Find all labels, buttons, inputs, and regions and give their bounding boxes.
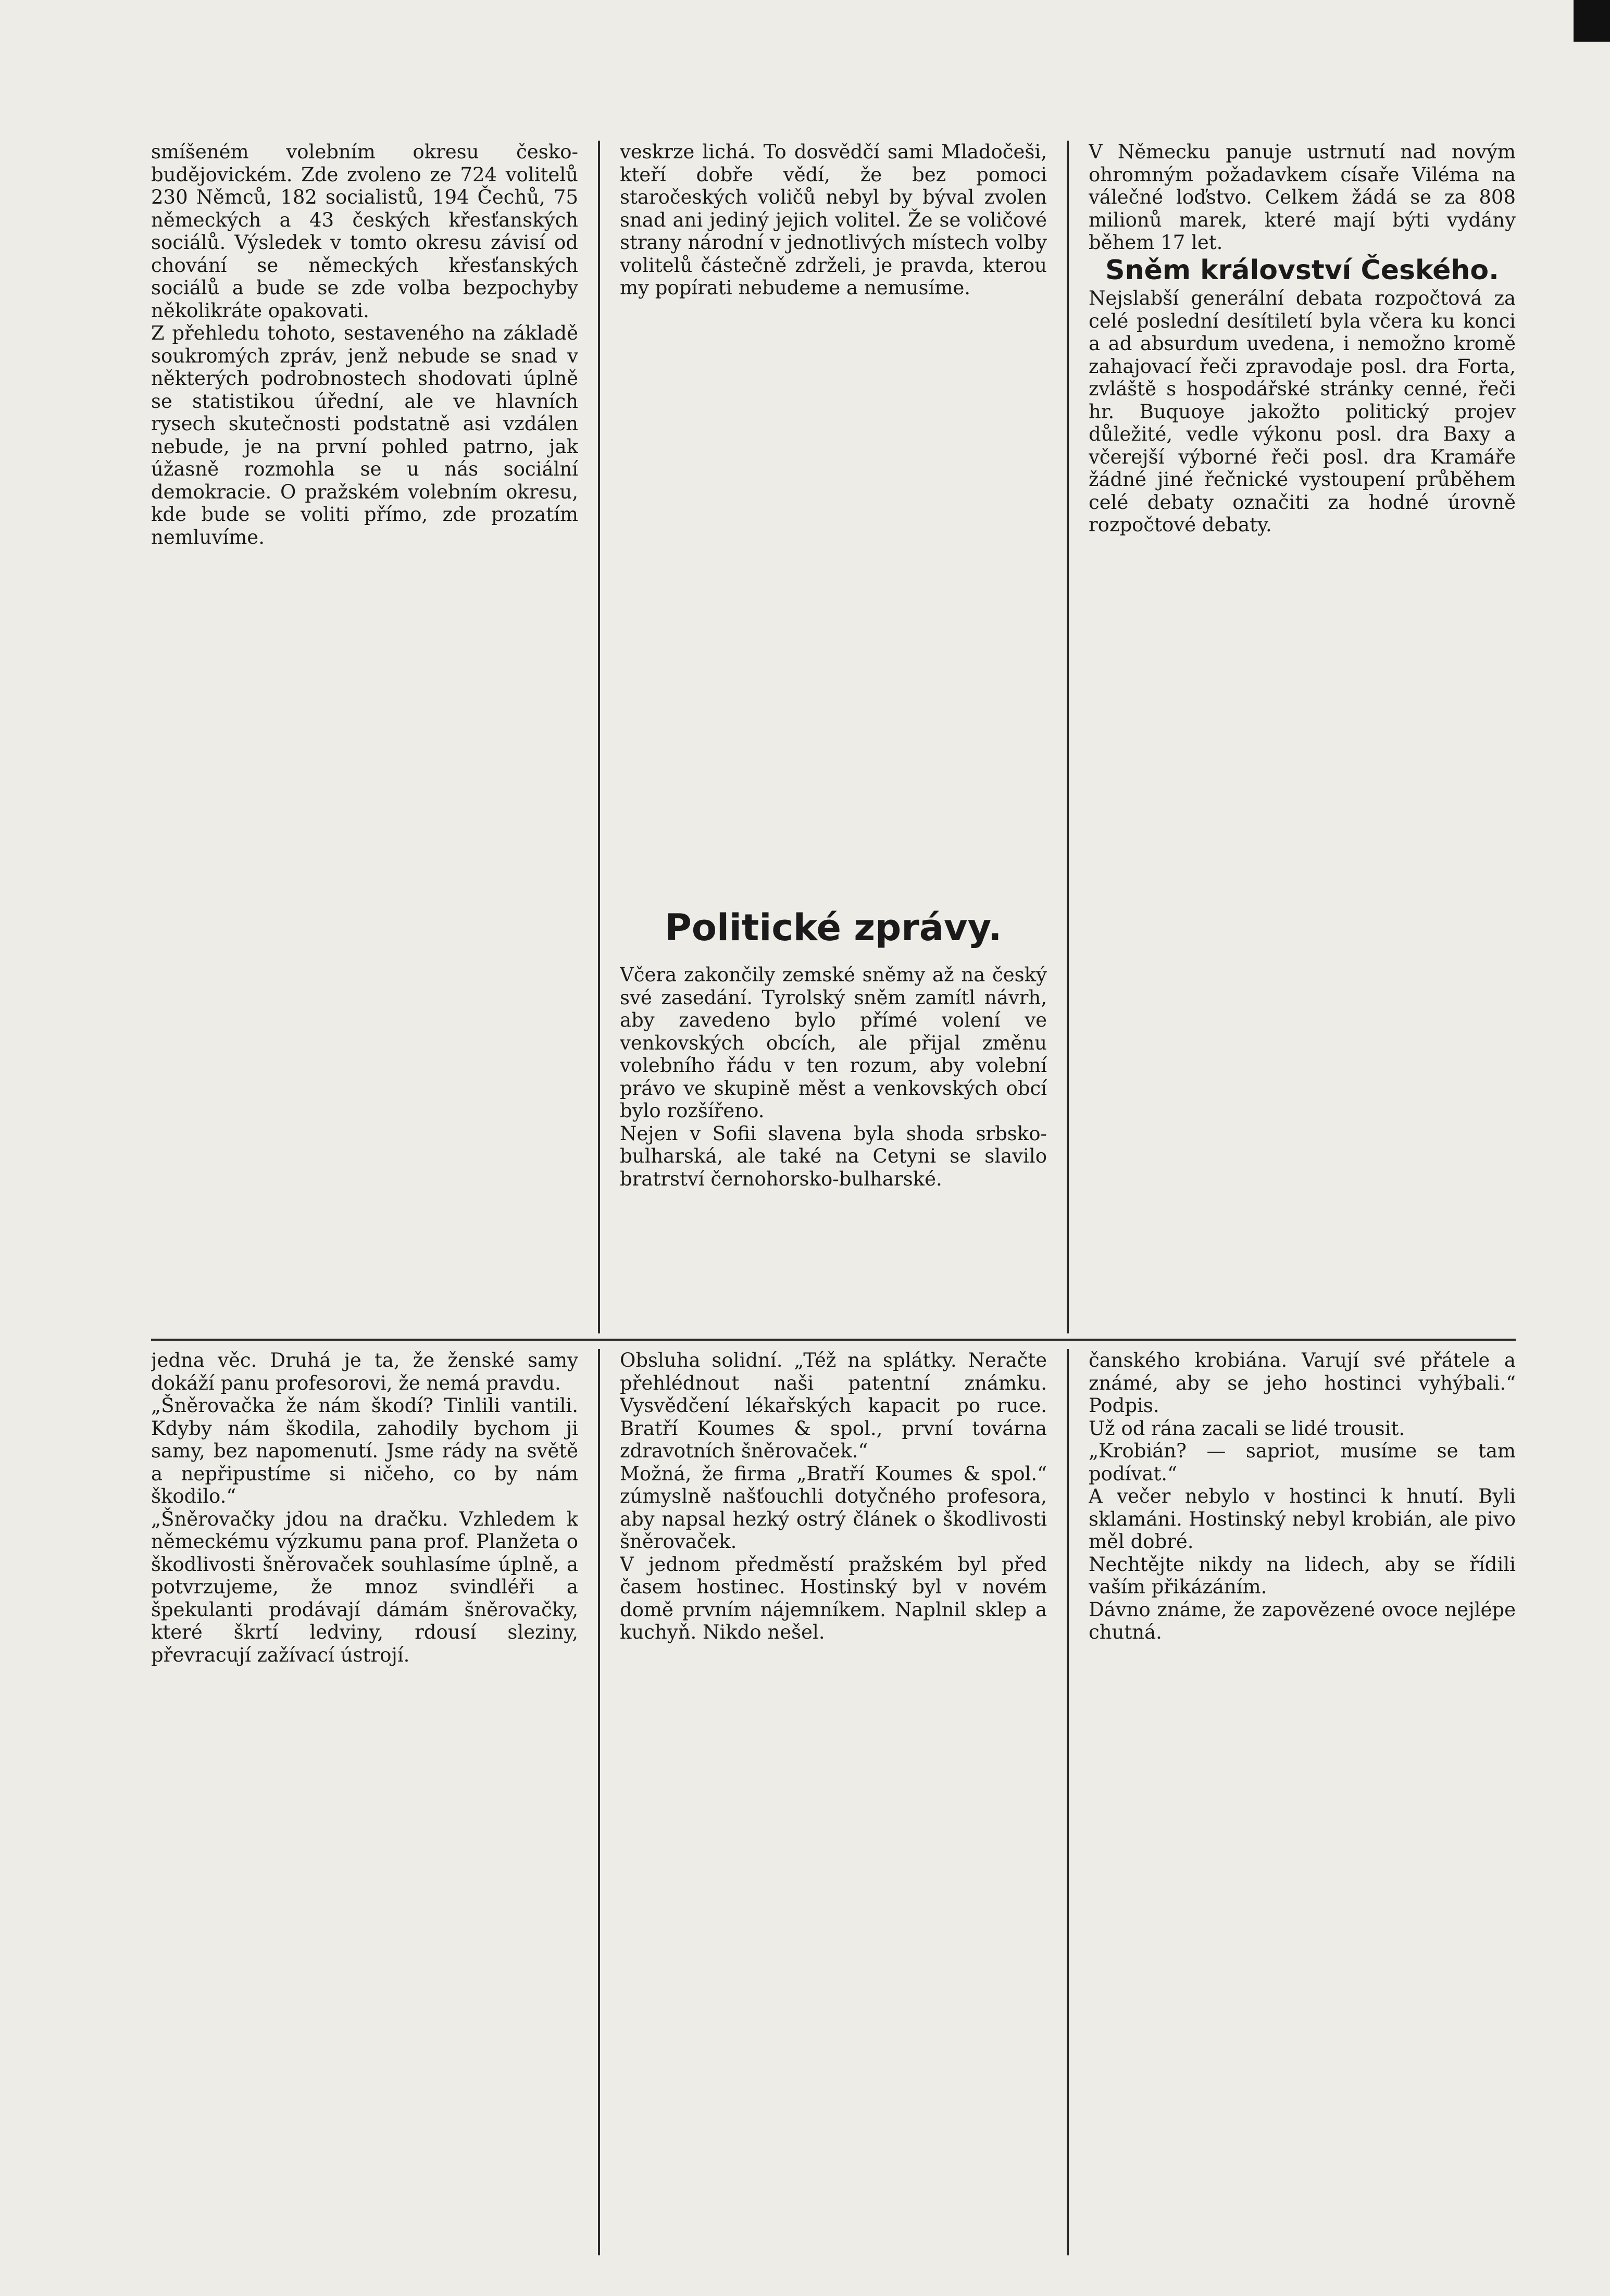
paragraph: Obsluha solidní. „Též na splátky. Neračte přehlédnout naši patentní známku. Vysvědčení lékařských kapacit po ruce. Bratří Koumes & spol., první továrna zdravotních šněrovaček.“ <box>620 1349 1047 1462</box>
paragraph: Už od rána zacali se lidé trousit. <box>1089 1417 1405 1440</box>
bottom-column-2 <box>620 1349 1047 2255</box>
paragraph: V Německu panuje ustrnutí nad novým ohromným požadavkem císaře Viléma na válečné loďstvo. Celkem žádá se za 808 milionů marek, které mají býti vydány během 17 let. <box>1089 141 1516 254</box>
column-1 <box>151 141 578 1333</box>
paragraph: jedna věc. Druhá je ta, že ženské samy dokáží panu profesorovi, že nemá pravdu. <box>151 1349 578 1394</box>
column-divider <box>1067 141 1069 1333</box>
section-heading: Sněm království Českého. <box>1105 254 1499 286</box>
bottom-column-3 <box>1089 1349 1516 2255</box>
paragraph: čanského krobiána. Varují své přátele a známé, aby se jeho hostinci vyhýbali.“ Podpis. <box>1089 1349 1516 1417</box>
paragraph: Z přehledu tohoto, sestaveného na základě soukromých zpráv, jenž nebude se snad v některých podrobnostech shodovati úplně se statistikou úřední, ale ve hlavních rysech skutečnosti podstatně asi vzdálen nebude, je na první pohled patrno, jak úžasně rozmohla se u nás sociální demokracie. O pražském volebním okresu, kde bude se voliti přímo, zde prozatím nemluvíme. <box>151 322 578 548</box>
feuilleton-divider <box>151 1339 1516 1341</box>
paragraph: „Krobián? — sapriot, musíme se tam podívat.“ <box>1089 1440 1516 1485</box>
column-3 <box>1089 141 1516 1333</box>
bottom-column-1 <box>151 1349 578 2255</box>
column-2 <box>620 141 1047 891</box>
corner-mark <box>1574 0 1610 42</box>
paragraph: „Šněrovačky jdou na dračku. Vzhledem k německému výzkumu pana prof. Planžeta o škodlivosti šněrovaček souhlasíme úplně, a potvrzujeme, že mnoz svindléři a špekulanti prodávají dámám šněrovačky, které škrtí ledviny, rdousí sleziny, převracují zažívací ústrojí. <box>151 1507 578 1666</box>
paragraph: Možná, že firma „Bratří Koumes & spol.“ zúmyslně našťouchli dotyčného profesora, aby napsal hezký ostrý článek o škodlivosti šněrovaček. <box>620 1462 1047 1553</box>
column-divider <box>1067 1349 1069 2255</box>
political-news <box>620 964 1047 1333</box>
paragraph: A večer nebylo v hostinci k hnutí. Byli sklamáni. Hostinský nebyl krobián, ale pivo měl dobré. <box>1089 1485 1516 1553</box>
paragraph: Včera zakončily zemské sněmy až na český své zasedání. Tyrolský sněm zamítl návrh, aby zavedeno bylo přímé volení ve venkovských obcích, ale přijal změnu volebního řádu v ten rozum, aby volební právo ve skupině měst a venkovských obcí bylo rozšířeno. <box>620 964 1047 1122</box>
paragraph: V jednom předměstí pražském byl před časem hostinec. Hostinský byl v novém domě prvním nájemníkem. Naplnil sklep a kuchyň. Nikdo nešel. <box>620 1553 1047 1643</box>
paragraph: Dávno známe, že zapovězené ovoce nejlépe chutná. <box>1089 1598 1516 1643</box>
column-divider <box>598 141 600 1333</box>
paragraph: „Šněrovačka že nám škodí? Tinlili vantili. Kdyby nám škodila, zahodily bychom ji samy, bez napomenutí. Jsme rády na světě a nepřipustíme si ničeho, co by nám škodilo.“ <box>151 1394 578 1507</box>
paragraph: smíšeném volebním okresu česko-budějovickém. Zde zvoleno ze 724 volitelů 230 Němců, 182 socialistů, 194 Čechů, 75 německých a 43 českých křesťanských sociálů. Výsledek v tomto okresu závisí od chování se německých křesťanských sociálů a bude se zde volba bezpochyby několikráte opakovati. <box>151 141 578 322</box>
column-divider <box>598 1349 600 2255</box>
newspaper-page <box>151 141 1516 2255</box>
paragraph: Nejen v Sofii slavena byla shoda srbsko-bulharská, ale také na Cetyni se slavilo bratrství černohorsko-bulharské. <box>620 1122 1047 1190</box>
paragraph: Nejslabší generální debata rozpočtová za celé poslední desítiletí byla včera ku konci a ad absurdum uvedena, i nemožno kromě zahajovací řeči zpravodaje posl. dra Forta, zvláště s hospodářské stránky cenné, řeči hr. Buquoye jakožto politický projev důležité, vedle výkonu posl. dra Baxy a včerejší výborné řeči posl. dra Kramáře žádné jiné řečnické vystoupení průběhem celé debaty označiti za hodné úrovně rozpočtové debaty. <box>1089 287 1516 536</box>
paragraph: Nechtějte nikdy na lidech, aby se řídili vaším přikázáním. <box>1089 1553 1516 1598</box>
section-title: Politické zprávy. <box>665 906 1002 949</box>
paragraph: veskrze lichá. To dosvědčí sami Mladočeši, kteří dobře vědí, že bez pomoci staročeských voličů nebyl by býval zvolen snad ani jediný jejich volitel. Že se voličové strany národní v jednotlivých místech volby volitelů částečně zdrželi, je pravda, kterou my popírati nebudeme a nemusíme. <box>620 141 1047 299</box>
